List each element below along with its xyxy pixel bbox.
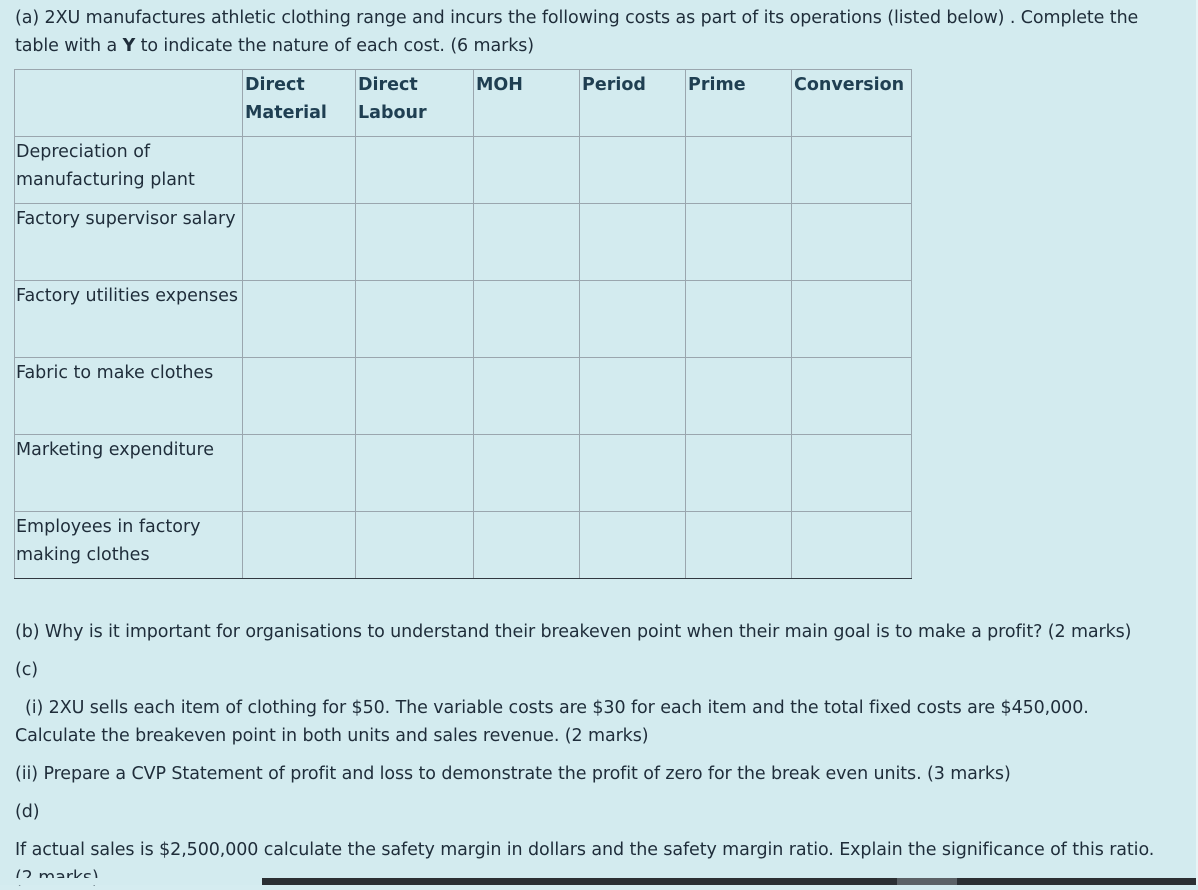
answer-cell[interactable] (474, 512, 580, 579)
table-row (15, 358, 912, 435)
answer-cell[interactable] (243, 281, 356, 358)
answer-cell[interactable] (474, 358, 580, 435)
row-label-marketing: Marketing expenditure (15, 435, 243, 512)
table-row (15, 281, 912, 358)
answer-cell[interactable] (792, 281, 912, 358)
question-d-line-1: If actual sales is $2,500,000 calculate the safety margin in dollars and the safety margin ratio. Explain the significance of this ratio. (15, 840, 1155, 860)
question-a-suffix: to indicate the nature of each cost. (6 marks) (135, 36, 534, 56)
header-blank-cell (15, 70, 243, 137)
horizontal-scrollbar[interactable] (0, 878, 1198, 885)
row-label-fabric: Fabric to make clothes (15, 358, 243, 435)
answer-cell[interactable] (474, 435, 580, 512)
answer-cell[interactable] (686, 435, 792, 512)
header-moh: MOH (474, 70, 580, 137)
row-label-depreciation: Depreciation of manufacturing plant (15, 137, 243, 204)
answer-cell[interactable] (792, 137, 912, 204)
table-row (15, 137, 912, 204)
answer-cell[interactable] (356, 512, 474, 579)
answer-cell[interactable] (580, 204, 686, 281)
header-period: Period (580, 70, 686, 137)
question-a-line-2 (15, 34, 534, 58)
question-c-ii: (ii) Prepare a CVP Statement of profit and loss to demonstrate the profit of zero for the break even units. (3 marks) (15, 764, 1011, 784)
answer-cell[interactable] (792, 204, 912, 281)
answer-cell[interactable] (686, 204, 792, 281)
answer-cell[interactable] (580, 358, 686, 435)
question-d-label: (d) (15, 802, 40, 822)
answer-cell[interactable] (792, 358, 912, 435)
answer-cell[interactable] (243, 137, 356, 204)
question-a-bold-y: Y (122, 36, 136, 56)
question-a-prefix: table with a (15, 36, 123, 56)
question-a-line-1: (a) 2XU manufactures athletic clothing range and incurs the following costs as part of its operations (listed below) . Complete the (15, 8, 1139, 28)
answer-cell[interactable] (686, 512, 792, 579)
answer-cell[interactable] (243, 204, 356, 281)
question-b: (b) Why is it important for organisations to understand their breakeven point when their main goal is to make a profit? (2 marks) (15, 622, 1132, 642)
answer-cell[interactable] (356, 435, 474, 512)
row-label-employees: Employees in factory making clothes (15, 512, 243, 579)
table-row (15, 435, 912, 512)
answer-cell[interactable] (474, 281, 580, 358)
answer-cell[interactable] (686, 137, 792, 204)
answer-cell[interactable] (243, 358, 356, 435)
question-c-label: (c) (15, 660, 38, 680)
row-label-supervisor-salary: Factory supervisor salary (15, 204, 243, 281)
answer-cell[interactable] (356, 358, 474, 435)
question-c-i-line-1: (i) 2XU sells each item of clothing for $50. The variable costs are $30 for each item and the total fixed costs are $450,000. (25, 698, 1089, 718)
table-row (15, 512, 912, 579)
answer-cell[interactable] (580, 281, 686, 358)
answer-cell[interactable] (686, 358, 792, 435)
table-header-row (15, 70, 912, 137)
table-row (15, 204, 912, 281)
answer-cell[interactable] (580, 137, 686, 204)
answer-cell[interactable] (580, 435, 686, 512)
answer-cell[interactable] (243, 435, 356, 512)
answer-cell[interactable] (243, 512, 356, 579)
header-direct-labour: Direct Labour (356, 70, 474, 137)
scrollbar-thumb[interactable] (897, 878, 957, 885)
answer-cell[interactable] (356, 137, 474, 204)
answer-cell[interactable] (474, 204, 580, 281)
answer-cell[interactable] (792, 512, 912, 579)
answer-cell[interactable] (792, 435, 912, 512)
question-c-i-line-2: Calculate the breakeven point in both units and sales revenue. (2 marks) (15, 726, 649, 746)
answer-cell[interactable] (356, 281, 474, 358)
answer-cell[interactable] (356, 204, 474, 281)
header-direct-material: Direct Material (243, 70, 356, 137)
scrollbar-track[interactable] (262, 878, 1198, 885)
answer-cell[interactable] (686, 281, 792, 358)
answer-cell[interactable] (474, 137, 580, 204)
header-prime: Prime (686, 70, 792, 137)
answer-cell[interactable] (580, 512, 686, 579)
cost-classification-table (14, 69, 912, 579)
header-conversion: Conversion (792, 70, 912, 137)
row-label-utilities: Factory utilities expenses (15, 281, 243, 358)
